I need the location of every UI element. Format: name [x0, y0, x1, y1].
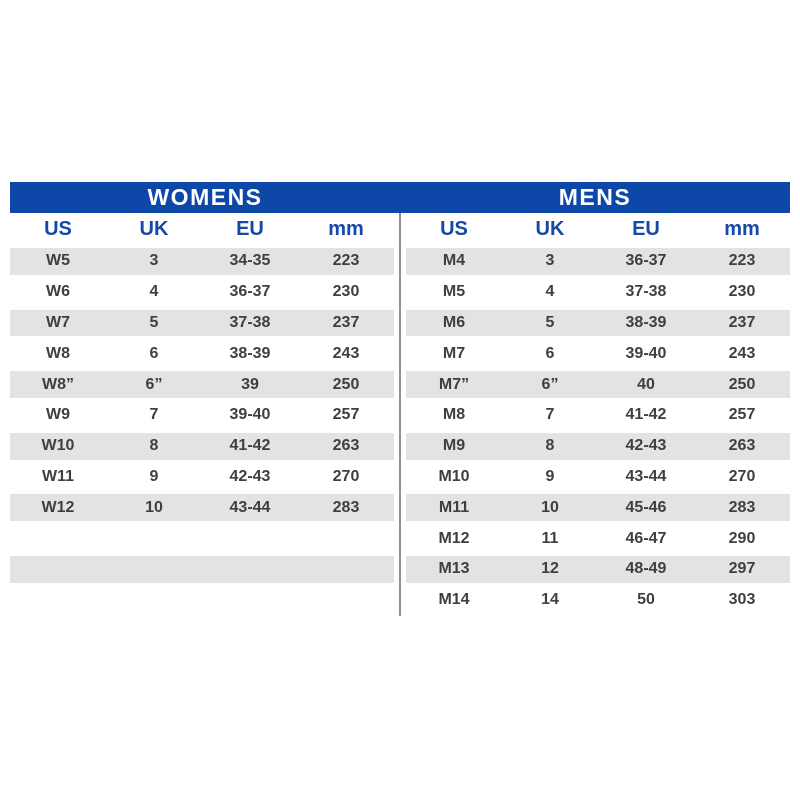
table-row [10, 338, 394, 369]
table-row [10, 523, 394, 554]
size-cell-mm: 223 [728, 252, 756, 270]
size-cell-mm: 237 [332, 313, 360, 331]
size-cell-eu: 38-39 [229, 344, 271, 362]
size-cell-eu: 36-37 [229, 283, 271, 301]
section-divider [399, 213, 401, 616]
table-row [406, 492, 790, 523]
size-cell-eu: 41-42 [229, 437, 271, 455]
table-row [406, 338, 790, 369]
size-cell-uk: 10 [541, 498, 559, 516]
size-cell-uk: 8 [545, 437, 555, 455]
size-cell-mm: 290 [728, 529, 756, 547]
size-cell-eu: 50 [637, 591, 655, 609]
size-cell-us: W10 [41, 437, 75, 455]
table-row [406, 308, 790, 339]
size-cell-eu: 37-38 [625, 283, 667, 301]
section-title-mens: MENS [558, 184, 632, 210]
size-cell-uk: 7 [149, 406, 159, 424]
size-cell-us: M6 [442, 313, 466, 331]
size-cell-us: W8 [46, 344, 70, 362]
size-cell-us: M14 [438, 591, 470, 609]
size-cell-eu: 42-43 [625, 437, 667, 455]
size-cell-uk: 12 [541, 560, 559, 578]
table-row [10, 492, 394, 523]
table-row [406, 431, 790, 462]
size-cell-eu: 40 [637, 375, 655, 393]
size-cell-eu: 38-39 [625, 313, 667, 331]
table-row [406, 523, 790, 554]
size-cell-eu: 36-37 [625, 252, 667, 270]
size-cell-mm: 250 [728, 375, 756, 393]
column-header-uk: UK [139, 218, 169, 240]
column-header-eu: EU [236, 218, 264, 240]
size-cell-us: W9 [46, 406, 70, 424]
size-cell-eu: 37-38 [229, 313, 271, 331]
size-cell-uk: 3 [149, 252, 159, 270]
size-cell-uk: 5 [149, 313, 159, 331]
column-header-row [10, 213, 394, 246]
column-header-mm: mm [724, 218, 760, 240]
size-cell-uk: 8 [149, 437, 159, 455]
size-cell-mm: 283 [728, 498, 756, 516]
table-row [10, 277, 394, 308]
size-cell-eu: 43-44 [229, 498, 271, 516]
section-title-womens: WOMENS [147, 184, 263, 210]
column-header-eu: EU [632, 218, 660, 240]
size-cell-mm: 223 [332, 252, 360, 270]
size-cell-uk: 9 [545, 467, 555, 485]
column-header-row [406, 213, 790, 246]
table-row [406, 462, 790, 493]
size-cell-uk: 14 [541, 591, 559, 609]
table-row [10, 369, 394, 400]
size-cell-uk: 7 [545, 406, 555, 424]
chart-body [10, 213, 790, 616]
size-cell-mm: 237 [728, 313, 756, 331]
size-cell-mm: 250 [332, 375, 360, 393]
size-cell-us: M7 [442, 344, 466, 362]
size-cell-us: M12 [438, 529, 470, 547]
size-cell-uk: 4 [545, 283, 555, 301]
size-cell-us: M9 [442, 437, 466, 455]
size-cell-us: M13 [438, 560, 470, 578]
womens-table [10, 213, 394, 616]
size-cell-us: M11 [438, 498, 470, 516]
table-row [406, 369, 790, 400]
size-cell-uk: 6” [541, 375, 559, 393]
size-cell-mm: 263 [728, 437, 756, 455]
size-cell-uk: 9 [149, 467, 159, 485]
column-header-us: US [44, 218, 72, 240]
size-cell-mm: 297 [728, 560, 756, 578]
column-header-uk: UK [535, 218, 565, 240]
size-cell-us: M4 [442, 252, 466, 270]
table-row [406, 554, 790, 585]
size-cell-uk: 3 [545, 252, 555, 270]
size-cell-us: W12 [41, 498, 75, 516]
size-cell-mm: 257 [728, 406, 756, 424]
size-cell-uk: 10 [145, 498, 163, 516]
size-cell-uk: 6 [149, 344, 159, 362]
size-cell-mm: 257 [332, 406, 360, 424]
size-cell-eu: 41-42 [625, 406, 667, 424]
size-cell-mm: 270 [728, 467, 756, 485]
size-cell-us: W11 [41, 467, 74, 485]
table-row [10, 431, 394, 462]
size-cell-us: W7 [46, 313, 70, 331]
table-row [10, 554, 394, 585]
size-cell-eu: 39-40 [229, 406, 271, 424]
column-header-us: US [440, 218, 468, 240]
column-header-mm: mm [328, 218, 364, 240]
size-cell-eu: 39-40 [625, 344, 667, 362]
size-cell-eu: 46-47 [625, 529, 667, 547]
size-cell-us: M7” [438, 375, 470, 393]
size-cell-us: M5 [442, 283, 466, 301]
size-cell-eu: 43-44 [625, 467, 667, 485]
size-cell-mm: 270 [332, 467, 360, 485]
size-cell-mm: 230 [332, 283, 360, 301]
size-cell-us: M10 [438, 467, 470, 485]
size-cell-us: W6 [46, 283, 70, 301]
table-row [406, 400, 790, 431]
size-cell-uk: 6” [145, 375, 163, 393]
table-row [10, 308, 394, 339]
size-cell-mm: 283 [332, 498, 360, 516]
table-row [10, 585, 394, 616]
size-cell-mm: 263 [332, 437, 360, 455]
table-row [10, 462, 394, 493]
size-cell-mm: 243 [332, 344, 360, 362]
size-cell-uk: 4 [149, 283, 159, 301]
shoe-size-conversion-chart [10, 182, 790, 616]
size-cell-eu: 34-35 [229, 252, 271, 270]
size-cell-uk: 6 [545, 344, 555, 362]
table-row [406, 246, 790, 277]
table-row [406, 585, 790, 616]
size-cell-us: W8” [42, 375, 74, 393]
size-cell-us: W5 [46, 252, 70, 270]
size-cell-uk: 11 [541, 529, 559, 547]
size-cell-us: M8 [442, 406, 466, 424]
size-cell-eu: 42-43 [229, 467, 271, 485]
mens-table [406, 213, 790, 616]
size-cell-eu: 48-49 [625, 560, 667, 578]
size-cell-mm: 303 [728, 591, 756, 609]
table-row [406, 277, 790, 308]
table-row [10, 400, 394, 431]
size-cell-uk: 5 [545, 313, 555, 331]
size-cell-eu: 39 [241, 375, 259, 393]
size-cell-mm: 230 [728, 283, 756, 301]
size-cell-mm: 243 [728, 344, 756, 362]
size-cell-eu: 45-46 [625, 498, 667, 516]
title-bar [10, 182, 790, 213]
table-row [10, 246, 394, 277]
